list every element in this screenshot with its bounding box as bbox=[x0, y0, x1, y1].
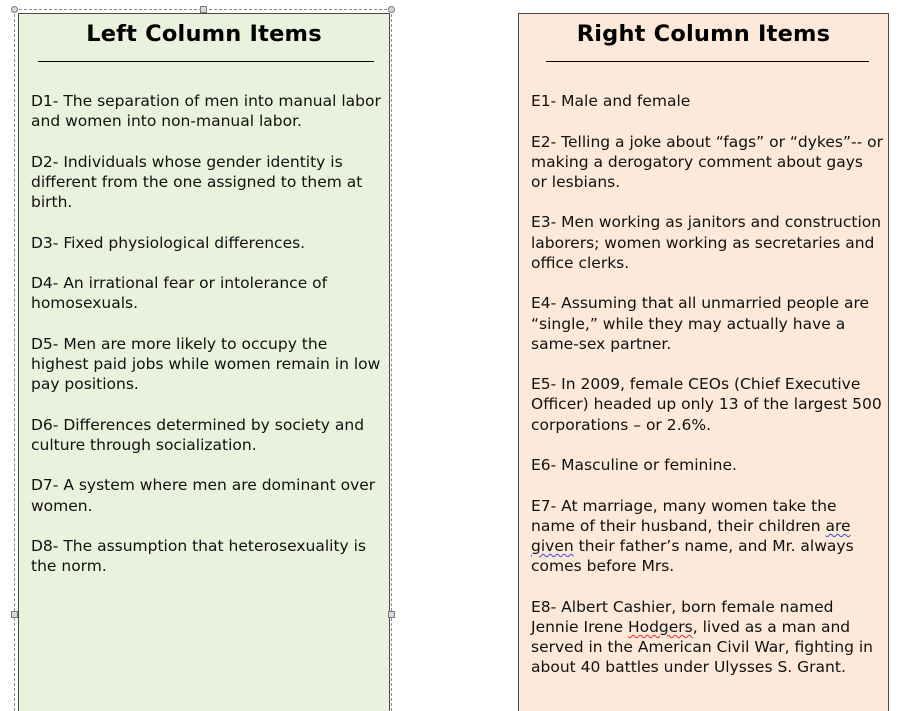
left-column-title: Left Column Items bbox=[86, 21, 322, 47]
left-item-d6: D6- Differences determined by society and culture through socialization. bbox=[31, 415, 365, 454]
resize-handle-middle-left[interactable] bbox=[11, 611, 18, 618]
spelling-flagged-text[interactable]: Hodgers bbox=[627, 617, 693, 636]
left-column-items bbox=[31, 91, 383, 597]
right-column-items bbox=[531, 91, 883, 698]
left-item-d8: D8- The assumption that heterosexuality is the norm. bbox=[31, 537, 366, 576]
resize-handle-top-left[interactable] bbox=[11, 6, 18, 13]
right-title-rule bbox=[546, 61, 869, 62]
left-item-d5: D5- Men are more likely to occupy the highest paid jobs while women remain in low pay positions. bbox=[31, 334, 381, 394]
left-item-d4: D4- An irrational fear or intolerance of homosexuals. bbox=[31, 274, 328, 313]
right-item-e5: E5- In 2009, female CEOs (Chief Executive Officer) headed up only 13 of the largest 500 corporations – or 2.6%. bbox=[531, 375, 882, 434]
right-item-e8 bbox=[531, 597, 883, 678]
left-title-rule bbox=[38, 61, 374, 62]
left-item-d1: D1- The separation of men into manual labor and women into non-manual labor. bbox=[31, 92, 381, 131]
right-item-e2: E2- Telling a joke about “fags” or “dykes”-- or making a derogatory comment about gays or lesbians. bbox=[531, 132, 883, 191]
e7-text-after: their father’s name, and Mr. always comes before Mrs. bbox=[531, 537, 854, 576]
right-column-title: Right Column Items bbox=[576, 21, 831, 47]
resize-handle-top-right[interactable] bbox=[388, 6, 395, 13]
right-column-textbox[interactable] bbox=[518, 13, 889, 711]
right-item-e7 bbox=[531, 496, 883, 577]
e8-text-before: E8- Albert Cashier, born female named Jennie Irene bbox=[531, 597, 834, 636]
resize-handle-top-middle[interactable] bbox=[200, 6, 207, 13]
left-item-d2: D2- Individuals whose gender identity is different from the one assigned to them at birth. bbox=[31, 152, 363, 212]
left-item-d7: D7- A system where men are dominant over women. bbox=[31, 476, 376, 515]
left-item-d3: D3- Fixed physiological differences. bbox=[31, 233, 306, 252]
grammar-flagged-text[interactable]: are given bbox=[531, 516, 851, 556]
resize-handle-middle-right[interactable] bbox=[388, 611, 395, 618]
right-item-e1: E1- Male and female bbox=[531, 92, 691, 110]
e8-text-after: , lived as a man and served in the American Civil War, fighting in about 40 battles under Ulysses S. Grant. bbox=[531, 617, 873, 677]
left-column-textbox[interactable] bbox=[18, 13, 390, 711]
right-item-e4: E4- Assuming that all unmarried people are “single,” while they may actually have a same-sex partner. bbox=[531, 294, 870, 353]
right-item-e3: E3- Men working as janitors and construction laborers; women working as secretaries and office clerks. bbox=[531, 213, 882, 272]
e7-text-before: E7- At marriage, many women take the name of their husband, their children bbox=[531, 496, 837, 535]
right-item-e6: E6- Masculine or feminine. bbox=[531, 456, 737, 475]
